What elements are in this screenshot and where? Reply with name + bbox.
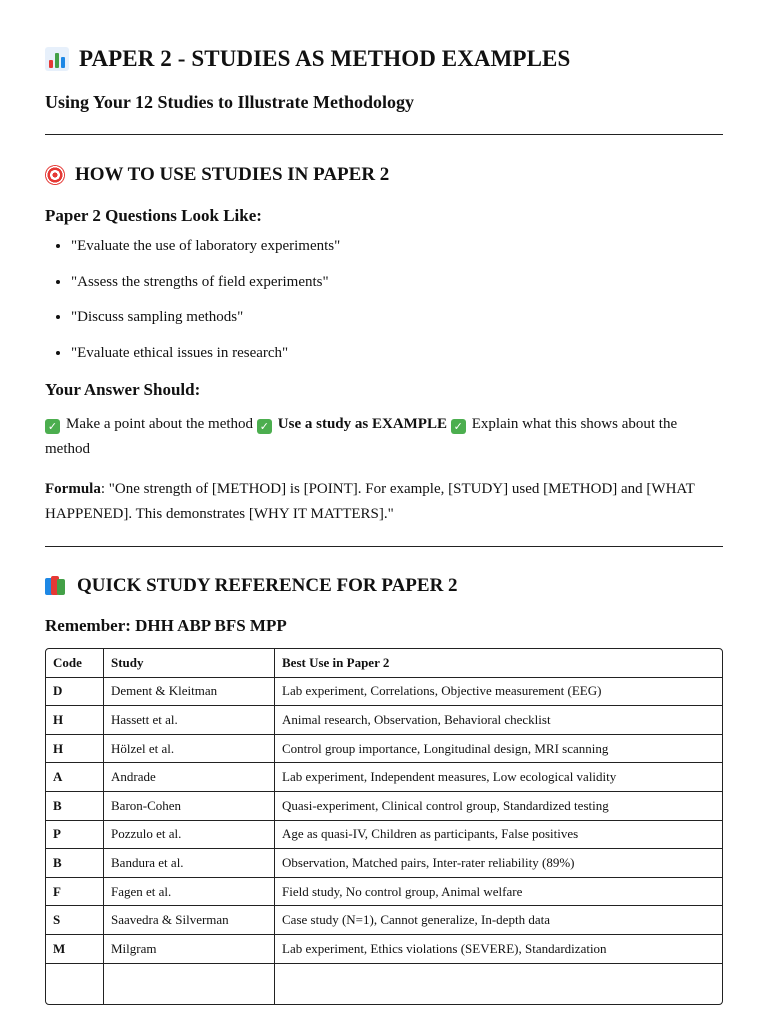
divider [45,134,723,135]
formula-label: Formula [45,481,101,497]
study-cell: Hölzel et al. [104,735,275,764]
check-mark-icon: ✓ [257,419,272,434]
use-cell: Case study (N=1), Cannot generalize, In-depth data [275,906,722,935]
use-cell: Age as quasi-IV, Children as participants, False positives [275,821,722,850]
code-cell: A [46,763,104,792]
column-header: Best Use in Paper 2 [275,649,722,678]
table-row [46,706,722,735]
table-row [46,735,722,764]
answer-step: Use a study as EXAMPLE [277,416,447,432]
code-cell: P [46,821,104,850]
check-mark-icon: ✓ [45,419,60,434]
page-title-text: PAPER 2 - STUDIES AS METHOD EXAMPLES [79,46,571,71]
how-to-heading [45,162,723,188]
table-row [46,792,722,821]
table-row [46,906,722,935]
how-to-heading-text: HOW TO USE STUDIES IN PAPER 2 [75,164,390,185]
study-cell: Fagen et al. [104,878,275,907]
answer-step: Explain what this shows about the method [45,416,678,457]
study-cell: Bandura et al. [104,849,275,878]
list-item: • "Assess the strengths of field experiments" [71,272,723,292]
answer-heading: Your Answer Should: [45,380,201,399]
code-cell: B [46,849,104,878]
divider [45,546,723,547]
questions-heading: Paper 2 Questions Look Like: [45,206,262,225]
use-cell: Observation, Matched pairs, Inter-rater reliability (89%) [275,849,722,878]
answer-steps [45,412,723,462]
formula-paragraph [45,477,723,527]
use-cell: Control group importance, Longitudinal design, MRI scanning [275,735,722,764]
table-row [46,678,722,707]
code-cell: M [46,935,104,964]
study-cell: Pozzulo et al. [104,821,275,850]
use-cell: Lab experiment, Independent measures, Low ecological validity [275,763,722,792]
table-row [46,821,722,850]
list-item: • "Evaluate ethical issues in research" [71,343,723,363]
table-row [46,935,722,964]
column-header: Code [46,649,104,678]
study-cell: Saavedra & Silverman [104,906,275,935]
study-cell: Hassett et al. [104,706,275,735]
use-cell: Lab experiment, Ethics violations (SEVERE), Standardization [275,935,722,964]
code-cell: B [46,792,104,821]
target-icon [45,165,65,185]
code-cell: D [46,678,104,707]
page-title [45,0,723,74]
use-cell: Animal research, Observation, Behavioral checklist [275,706,722,735]
table-header-row [46,649,722,678]
code-cell: F [46,878,104,907]
list-item: • "Evaluate the use of laboratory experiments" [71,236,723,256]
answer-step: Make a point about the method [66,416,254,432]
table-row [46,878,722,907]
study-reference-table [45,648,723,1005]
column-header: Study [104,649,275,678]
formula-text: : "One strength of [METHOD] is [POINT]. For example, [STUDY] used [METHOD] and [WHAT HAPPENED]. This demonstrates [WHY IT MATTERS]." [45,481,695,522]
study-cell: Dement & Kleitman [104,678,275,707]
bar-chart-icon [45,47,69,71]
table-row [46,849,722,878]
code-cell: H [46,735,104,764]
use-cell: Lab experiment, Correlations, Objective measurement (EEG) [275,678,722,707]
mnemonic-heading: Remember: DHH ABP BFS MPP [45,616,287,635]
page-subtitle: Using Your 12 Studies to Illustrate Methodology [45,92,415,112]
table-row [46,763,722,792]
use-cell: Quasi-experiment, Clinical control group, Standardized testing [275,792,722,821]
study-cell: Andrade [104,763,275,792]
study-cell: Baron-Cohen [104,792,275,821]
reference-heading [45,573,723,599]
list-item: • "Discuss sampling methods" [71,307,723,327]
table-row-partial [46,964,722,1004]
check-mark-icon: ✓ [451,419,466,434]
reference-heading-text: QUICK STUDY REFERENCE FOR PAPER 2 [77,575,458,596]
code-cell: S [46,906,104,935]
study-cell: Milgram [104,935,275,964]
use-cell: Field study, No control group, Animal welfare [275,878,722,907]
books-icon [45,576,67,596]
questions-list [45,236,723,363]
code-cell: H [46,706,104,735]
